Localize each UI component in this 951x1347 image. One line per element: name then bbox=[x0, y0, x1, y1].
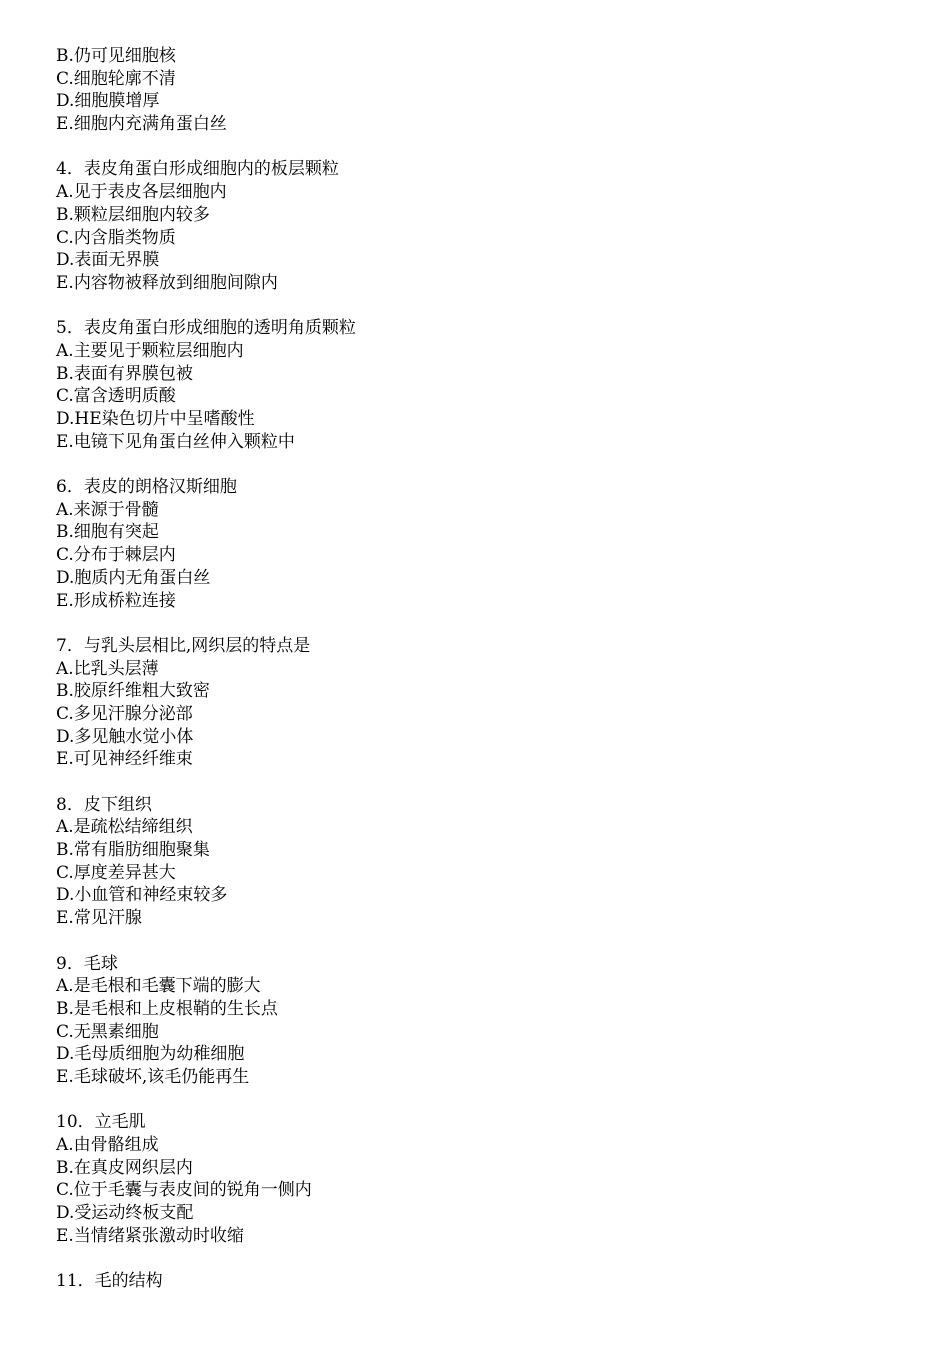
option-b: B.细胞有突起 bbox=[56, 522, 159, 543]
question-block bbox=[56, 476, 916, 612]
option-c: C.厚度差异甚大 bbox=[56, 862, 176, 883]
question-stem: 5．表皮角蛋白形成细胞的透明角质颗粒 bbox=[56, 318, 356, 339]
option-d: D.毛母质细胞为幼稚细胞 bbox=[56, 1044, 245, 1065]
document-page bbox=[56, 45, 916, 1293]
option-b: B.仍可见细胞核 bbox=[56, 46, 176, 66]
option-d: D.胞质内无角蛋白丝 bbox=[56, 567, 211, 588]
option-b: B.在真皮网织层内 bbox=[56, 1157, 193, 1178]
option-e: E.当情绪紧张激动时收缩 bbox=[56, 1225, 244, 1246]
question-stem: 9．毛球 bbox=[56, 953, 118, 974]
option-c: C.分布于棘层内 bbox=[56, 545, 176, 566]
option-a: A.由骨骼组成 bbox=[56, 1135, 159, 1155]
question-stem: 6．表皮的朗格汉斯细胞 bbox=[56, 477, 237, 498]
option-d: D.HE染色切片中呈嗜酸性 bbox=[56, 409, 255, 429]
option-a: A.来源于骨髓 bbox=[56, 499, 159, 520]
option-e: E.形成桥粒连接 bbox=[56, 590, 176, 611]
option-c: C.内含脂类物质 bbox=[56, 227, 176, 248]
option-e: E.电镜下见角蛋白丝伸入颗粒中 bbox=[56, 431, 295, 452]
question-block bbox=[56, 794, 916, 930]
option-b: B.表面有界膜包被 bbox=[56, 363, 193, 384]
option-a: A.比乳头层薄 bbox=[56, 658, 159, 679]
question-stem: 4．表皮角蛋白形成细胞内的板层颗粒 bbox=[56, 159, 339, 180]
option-b: B.颗粒层细胞内较多 bbox=[56, 204, 210, 225]
question-block bbox=[56, 1111, 916, 1247]
option-c: C.无黑素细胞 bbox=[56, 1021, 159, 1042]
leading-options bbox=[56, 45, 916, 136]
question-block bbox=[56, 317, 916, 453]
option-d: D.表面无界膜 bbox=[56, 250, 160, 271]
option-b: B.常有脂肪细胞聚集 bbox=[56, 840, 210, 861]
option-a: A.主要见于颗粒层细胞内 bbox=[56, 340, 244, 361]
option-a: A.见于表皮各层细胞内 bbox=[56, 182, 227, 203]
question-list bbox=[56, 158, 916, 1292]
option-d: D.小血管和神经束较多 bbox=[56, 885, 228, 906]
question-stem: 8．皮下组织 bbox=[56, 794, 152, 815]
option-e: E.细胞内充满角蛋白丝 bbox=[56, 114, 227, 135]
option-d: D.受运动终板支配 bbox=[56, 1203, 194, 1224]
question-block bbox=[56, 158, 916, 294]
option-b: B.胶原纤维粗大致密 bbox=[56, 681, 210, 702]
question-stem: 10．立毛肌 bbox=[56, 1112, 146, 1133]
option-c: C.多见汗腺分泌部 bbox=[56, 703, 193, 724]
option-e: E.毛球破坏,该毛仍能再生 bbox=[56, 1066, 250, 1087]
option-a: A.是毛根和毛囊下端的膨大 bbox=[56, 976, 261, 997]
question-block bbox=[56, 1270, 916, 1293]
option-d: D.多见触水觉小体 bbox=[56, 726, 194, 747]
option-c: C.位于毛囊与表皮间的锐角一侧内 bbox=[56, 1180, 312, 1201]
option-e: E.常见汗腺 bbox=[56, 908, 142, 929]
question-stem: 11．毛的结构 bbox=[56, 1271, 163, 1292]
option-e: E.内容物被释放到细胞间隙内 bbox=[56, 272, 278, 293]
question-block bbox=[56, 635, 916, 771]
option-a: A.是疏松结缔组织 bbox=[56, 817, 193, 838]
option-e: E.可见神经纤维束 bbox=[56, 749, 193, 770]
question-block bbox=[56, 953, 916, 1089]
option-c: C.细胞轮廓不清 bbox=[56, 68, 176, 89]
option-b: B.是毛根和上皮根鞘的生长点 bbox=[56, 998, 278, 1019]
option-d: D.细胞膜增厚 bbox=[56, 91, 160, 112]
question-stem: 7．与乳头层相比,网织层的特点是 bbox=[56, 635, 311, 656]
option-c: C.富含透明质酸 bbox=[56, 386, 176, 407]
